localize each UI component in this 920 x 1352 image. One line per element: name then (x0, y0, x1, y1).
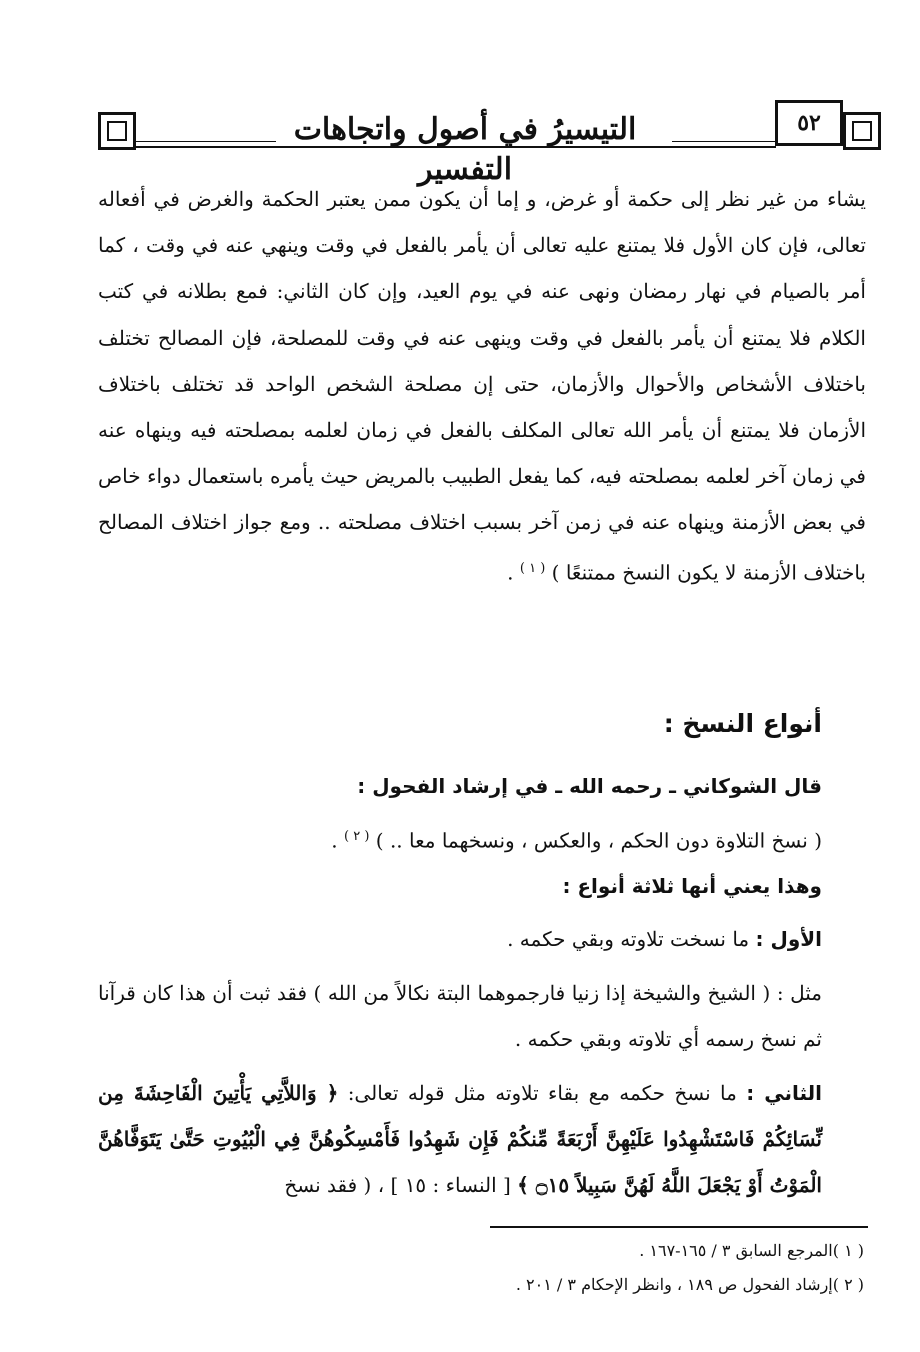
first-type-line (98, 916, 822, 962)
three-types-heading: وهذا يعني أنها ثلاثة أنواع : (562, 874, 822, 898)
header-rule-right (672, 141, 776, 142)
verse-reference: [ النساء : ١٥ ] ، ( فقد نسخ (284, 1173, 511, 1197)
footnote-ref-1: ( ١ ) (519, 560, 546, 576)
shawkani-intro: قال الشوكاني ـ رحمه الله ـ في إرشاد الفحول : (357, 774, 822, 798)
first-type-label: الأول : (755, 927, 822, 951)
example-text: مثل : ( الشيخ والشيخة إذا زنيا فارجموهما البتة نكالاً من الله ) فقد ثبت أن هذا كان قرآنا ثم نسخ رسمه أي تلاوته وبقي حكمه . (98, 981, 823, 1051)
second-type-text: ما نسخ حكمه مع بقاء تلاوته مثل قوله تعالى: (347, 1081, 737, 1105)
example-paragraph (98, 970, 822, 1062)
paragraph-1-text: يشاء من غير نظر إلى حكمة أو غرض، و إما أن يكون ممن يعتبر الحكمة والغرض في أفعاله تعالى، فإن كان الأول فلا يمتنع عليه تعالى أن يأمر بالفعل في وقت وينهي عنه في وقت ، كما أمر بالصيام في نهار رمضان ونهى عنه في يوم العيد، وإن كان الثاني: فمع بطلانه في كتب الكلام فلا يمتنع أن يأمر بالفعل في وقت وينهى عنه في وقت للمصلحة، فإن المصالح تختلف باختلاف الأشخاص والأحوال والأزمان، حتى إن مصلحة الشخص الواحد قد تختلف باختلاف الأزمان فلا يمتنع أن يأمر الله تعالى المكلف بالفعل في زمان لعلمه بمصلحته فيه وينهاه عنه في زمان آخر لعلمه بمصلحته فيه، كما يفعل الطبيب بالمريض حيث يأمره باستعمال دواء خاص في بعض الأزمنة وينهاه عنه في زمن آخر بسبب اختلاف مصلحته .. ومع جواز اختلاف المصالح باختلاف الأزمنة لا يكون النسخ ممتنعًا ) (98, 187, 866, 585)
shawkani-quote-line (98, 814, 822, 864)
footnote-2: ( ٢ )إرشاد الفحول ص ١٨٩ ، وانظر الإحكام ٣ / ٢٠١ . (515, 1275, 864, 1294)
shawkani-quote: ( نسخ التلاوة دون الحكم ، والعكس ، ونسخهما معا .. ) (375, 828, 822, 853)
page-number-box (775, 100, 843, 146)
second-type-label: الثاني : (746, 1081, 823, 1105)
paragraph-1-end: . (507, 560, 514, 585)
page-number: ٥٢ (797, 110, 821, 136)
footnote-ref-2: ( ٢ ) (344, 829, 370, 844)
header-ornament-right (843, 112, 881, 150)
quran-verse: ﴿ وَاللاَّتِي يَأْتِينَ الْفَاحِشَةَ مِن نِّسَائِكُمْ فَاسْتَشْهِدُوا عَلَيْهِنَّ أَرْبَعَةً مِّنكُمْ فَإِن شَهِدُوا فَأَمْسِكُوهُنَّ فِي الْبُيُوتِ حَتَّىٰ يَتَوَفَّاهُنَّ الْمَوْتُ أَوْ يَجْعَلَ اللَّهُ لَهُنَّ سَبِيلاً ۝١٥ ﴾ (98, 1081, 823, 1197)
footnote-1: ( ١ )المرجع السابق ٣ / ١٦٥-١٦٧ . (639, 1241, 864, 1260)
section-heading: أنواع النسخ : (663, 709, 822, 738)
shawkani-quote-end: . (331, 828, 338, 853)
footnote-separator (490, 1226, 868, 1228)
running-title: التيسيرُ في أصول واتجاهات التفسير (293, 112, 637, 187)
body-paragraph-1 (98, 176, 866, 595)
first-type-text: ما نسخت تلاوته وبقي حكمه . (507, 927, 750, 951)
second-type-paragraph (98, 1070, 822, 1208)
header-ornament-left (98, 112, 136, 150)
